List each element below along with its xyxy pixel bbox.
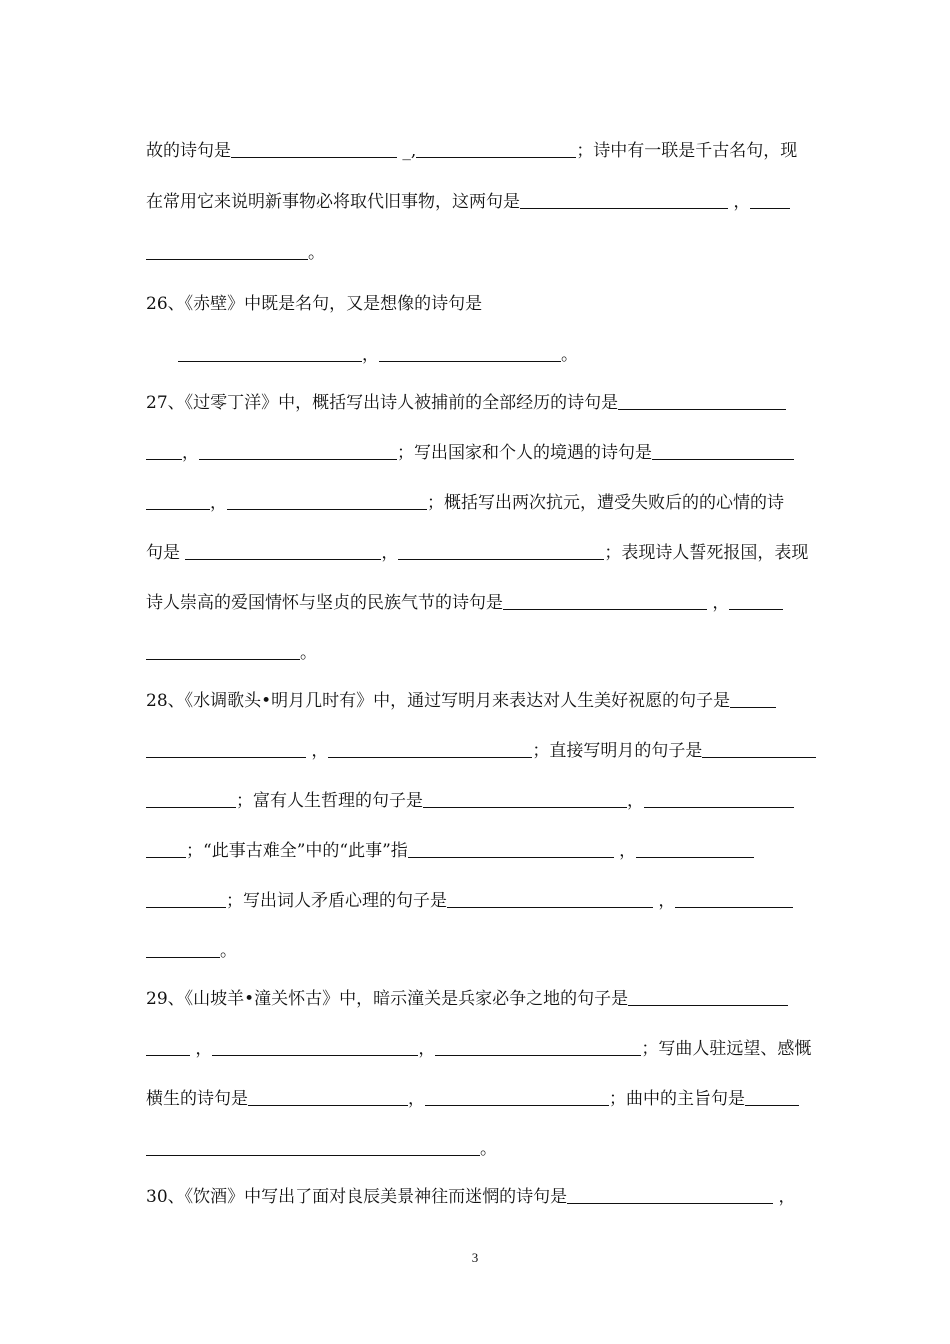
question-text: ， (362, 345, 379, 365)
text-line (146, 739, 836, 763)
question-text: 。 (480, 1139, 497, 1159)
answer-blank[interactable] (408, 840, 614, 858)
answer-blank[interactable] (702, 740, 816, 758)
answer-blank[interactable] (146, 840, 186, 858)
text-line (146, 939, 836, 963)
answer-blank[interactable] (146, 642, 300, 660)
answer-blank[interactable] (231, 140, 397, 158)
question-29 (146, 987, 836, 1011)
answer-blank[interactable] (729, 592, 783, 610)
question-text: ， (210, 493, 227, 513)
answer-blank[interactable] (745, 1088, 799, 1106)
text-line (146, 641, 836, 665)
answer-blank[interactable] (652, 442, 794, 460)
answer-blank[interactable] (644, 790, 794, 808)
answer-blank[interactable] (675, 890, 793, 908)
question-text: ；写出国家和个人的境遇的诗句是 (397, 443, 652, 463)
page-number: 3 (471, 1250, 479, 1265)
text-line (146, 889, 836, 913)
text-line (146, 789, 836, 813)
question-text: 30、《饮酒》中写出了面对良辰美景神往而迷惘的诗句是 (146, 1187, 568, 1207)
text-line (146, 1137, 836, 1161)
answer-blank[interactable] (447, 890, 653, 908)
answer-blank[interactable] (146, 1038, 190, 1056)
text-line (146, 839, 836, 863)
question-28 (146, 689, 836, 713)
question-text: 26、《赤壁》中既是名句，又是想像的诗句是 (146, 294, 483, 314)
text-line (146, 441, 836, 465)
answer-blank[interactable] (248, 1088, 408, 1106)
question-text: ；写曲人驻远望、感慨 (641, 1039, 812, 1059)
question-text: _, (397, 141, 417, 161)
answer-blank[interactable] (425, 1088, 609, 1106)
answer-blank[interactable] (520, 191, 728, 209)
question-text: ；诗中有一联是千古名句，现 (576, 141, 798, 161)
question-text: 横生的诗句是 (146, 1089, 248, 1109)
answer-blank[interactable] (146, 242, 308, 260)
question-text: ；概括写出两次抗元，遭受失败后的的心情的诗 (427, 493, 784, 513)
text-line (146, 591, 836, 615)
question-text: 。 (300, 643, 317, 663)
answer-blank[interactable] (435, 1038, 641, 1056)
text-line (146, 1037, 836, 1061)
answer-blank[interactable] (416, 140, 576, 158)
question-text: ；富有人生哲理的句子是 (236, 791, 423, 811)
question-text: ， (728, 192, 751, 212)
answer-blank[interactable] (567, 1186, 773, 1204)
text-line (146, 541, 836, 565)
answer-blank[interactable] (146, 492, 210, 510)
question-text: 。 (308, 243, 325, 263)
question-text: 句是 (146, 543, 186, 563)
answer-blank[interactable] (146, 790, 236, 808)
text-line (146, 1087, 836, 1111)
question-text: ， (653, 891, 676, 911)
question-text: 。 (561, 345, 578, 365)
answer-blank[interactable] (227, 492, 427, 510)
question-text: ， (418, 1039, 436, 1059)
text-line (146, 491, 836, 515)
answer-blank[interactable] (503, 592, 707, 610)
question-text: 。 (220, 941, 237, 961)
text-line (146, 241, 836, 265)
text-line (146, 190, 836, 214)
question-text: 在常用它来说明新事物必将取代旧事物，这两句是 (146, 192, 520, 212)
question-text: ， (381, 543, 399, 563)
answer-blank[interactable] (730, 690, 776, 708)
question-text: ；曲中的主旨句是 (609, 1089, 745, 1109)
answer-blank[interactable] (146, 890, 226, 908)
question-text: 28、《水调歌头•明月几时有》中，通过写明月来表达对人生美好祝愿的句子是 (146, 691, 731, 711)
answer-blank[interactable] (398, 542, 604, 560)
answer-blank[interactable] (618, 392, 786, 410)
answer-blank[interactable] (423, 790, 627, 808)
question-text: ；“此事古难全”中的“此事”指 (186, 841, 408, 861)
question-text: ；写出词人矛盾心理的句子是 (226, 891, 447, 911)
answer-blank[interactable] (146, 940, 220, 958)
question-30 (146, 1185, 836, 1209)
question-text: ， (773, 1187, 796, 1207)
question-text: ， (627, 791, 644, 811)
question-text: 27、《过零丁洋》中，概括写出诗人被捕前的全部经历的诗句是 (146, 393, 619, 413)
answer-blank[interactable] (146, 740, 306, 758)
answer-blank[interactable] (178, 344, 362, 362)
question-text: ， (190, 1039, 213, 1059)
question-text: 故的诗句是 (146, 141, 231, 161)
question-27 (146, 391, 836, 415)
question-text: ；直接写明月的句子是 (532, 741, 703, 761)
answer-blank[interactable] (146, 1138, 480, 1156)
answer-blank[interactable] (636, 840, 754, 858)
answer-blank[interactable] (199, 442, 397, 460)
answer-blank[interactable] (328, 740, 532, 758)
answer-blank[interactable] (185, 542, 381, 560)
answer-blank[interactable] (212, 1038, 418, 1056)
question-text: ， (707, 593, 730, 613)
question-text: 29、《山坡羊•潼关怀古》中，暗示潼关是兵家必争之地的句子是 (146, 989, 629, 1009)
question-text: ， (613, 841, 637, 861)
question-text: ， (182, 443, 199, 463)
question-text: ；表现诗人誓死报国，表现 (604, 543, 809, 563)
answer-blank[interactable] (750, 191, 790, 209)
answer-blank[interactable] (628, 988, 788, 1006)
question-text: 诗人崇高的爱国情怀与坚贞的民族气节的诗句是 (146, 593, 503, 613)
question-text: ， (408, 1089, 425, 1109)
answer-blank[interactable] (146, 442, 182, 460)
question-26 (146, 292, 836, 316)
answer-blank[interactable] (379, 344, 561, 362)
text-line (178, 343, 868, 367)
text-line (146, 139, 836, 163)
question-text: ， (306, 741, 329, 761)
